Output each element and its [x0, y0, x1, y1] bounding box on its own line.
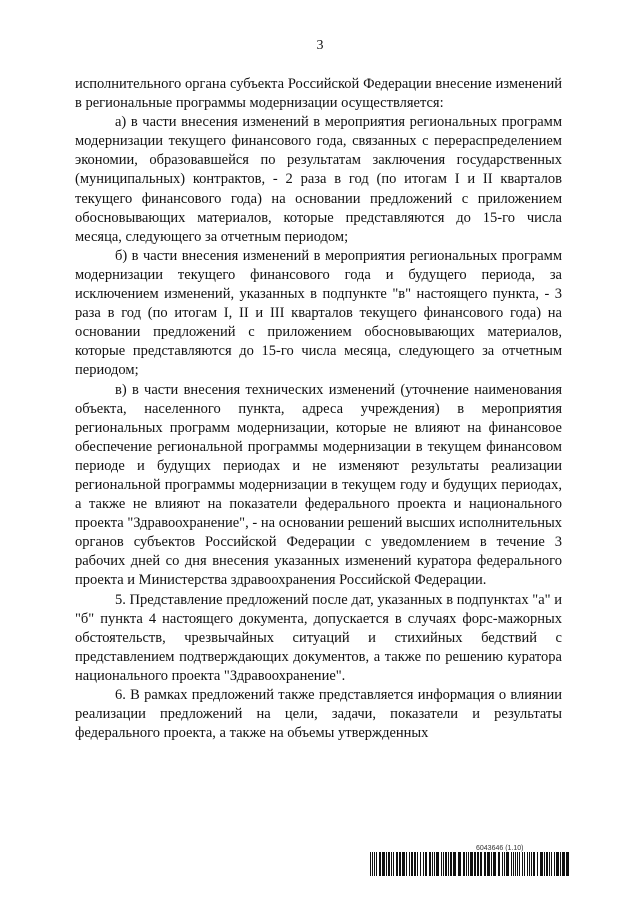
- paragraph-item-5: 5. Представление предложений после дат, указанных в подпунктах "а" и "б" пункта 4 настоящего документа, допускается в случаях форс-мажорных обстоятельств, чрезвычайных ситуаций и стихийных бедствий с представлением подтверждающих документов, а также по решению куратора национального проекта "Здравоохранение".: [75, 591, 562, 684]
- paragraph-subitem-v: в) в части внесения технических изменений (уточнение наименования объекта, населенного пункта, адреса учреждения) в мероприятия региональных программ модернизации, которые не влияют на финансовое обеспечение региональной программы модернизации в текущем финансовом периоде и будущих периодах и не изменяют результаты реализации региональной программы модернизации в текущем году и будущих периодах, а также не влияют на показатели федерального проекта и национального проекта "Здравоохранение", - на основании решений высших исполнительных органов субъектов Российской Федерации с уведомлением в течение 3 рабочих дней со дня внесения указанных изменений куратора федерального проекта и Министерства здравоохранения Российской Федерации.: [75, 381, 562, 589]
- paragraph-subitem-a: а) в части внесения изменений в мероприятия региональных программ модернизации текущего финансового года, связанных с перераспределением экономии, образовавшейся по результатам заключения государственных (муниципальных) контрактов, - 2 раза в год (по итогам I и II кварталов текущего финансового года) на основании предложений с приложением обосновывающих материалов, которые представляются до 15-го числа месяца, следующего за отчетным периодом;: [75, 114, 562, 245]
- barcode: [370, 852, 570, 876]
- document-code: 6043646 (1.10): [476, 845, 524, 852]
- paragraph-intro: исполнительного органа субъекта Российской Федерации внесение изменений в региональные программы модернизации осуществляется:: [75, 76, 562, 112]
- document-body: [75, 75, 562, 743]
- page-number: 3: [316, 38, 324, 53]
- paragraph-item-6: 6. В рамках предложений также представляется информация о влиянии реализации предложений на цели, задачи, показатели и результаты федерального проекта, а также на объемы утвержденных: [75, 687, 562, 742]
- paragraph-subitem-b: б) в части внесения изменений в мероприятия региональных программ модернизации текущего финансового года и будущего периода, за исключением изменений, указанных в подпункте "в" настоящего пункта, - 3 раза в год (по итогам I, II и III кварталов текущего финансового года) на основании предложений с приложением обосновывающих материалов, которые представляются до 15-го числа месяца, следующего за отчетным периодом;: [75, 247, 562, 379]
